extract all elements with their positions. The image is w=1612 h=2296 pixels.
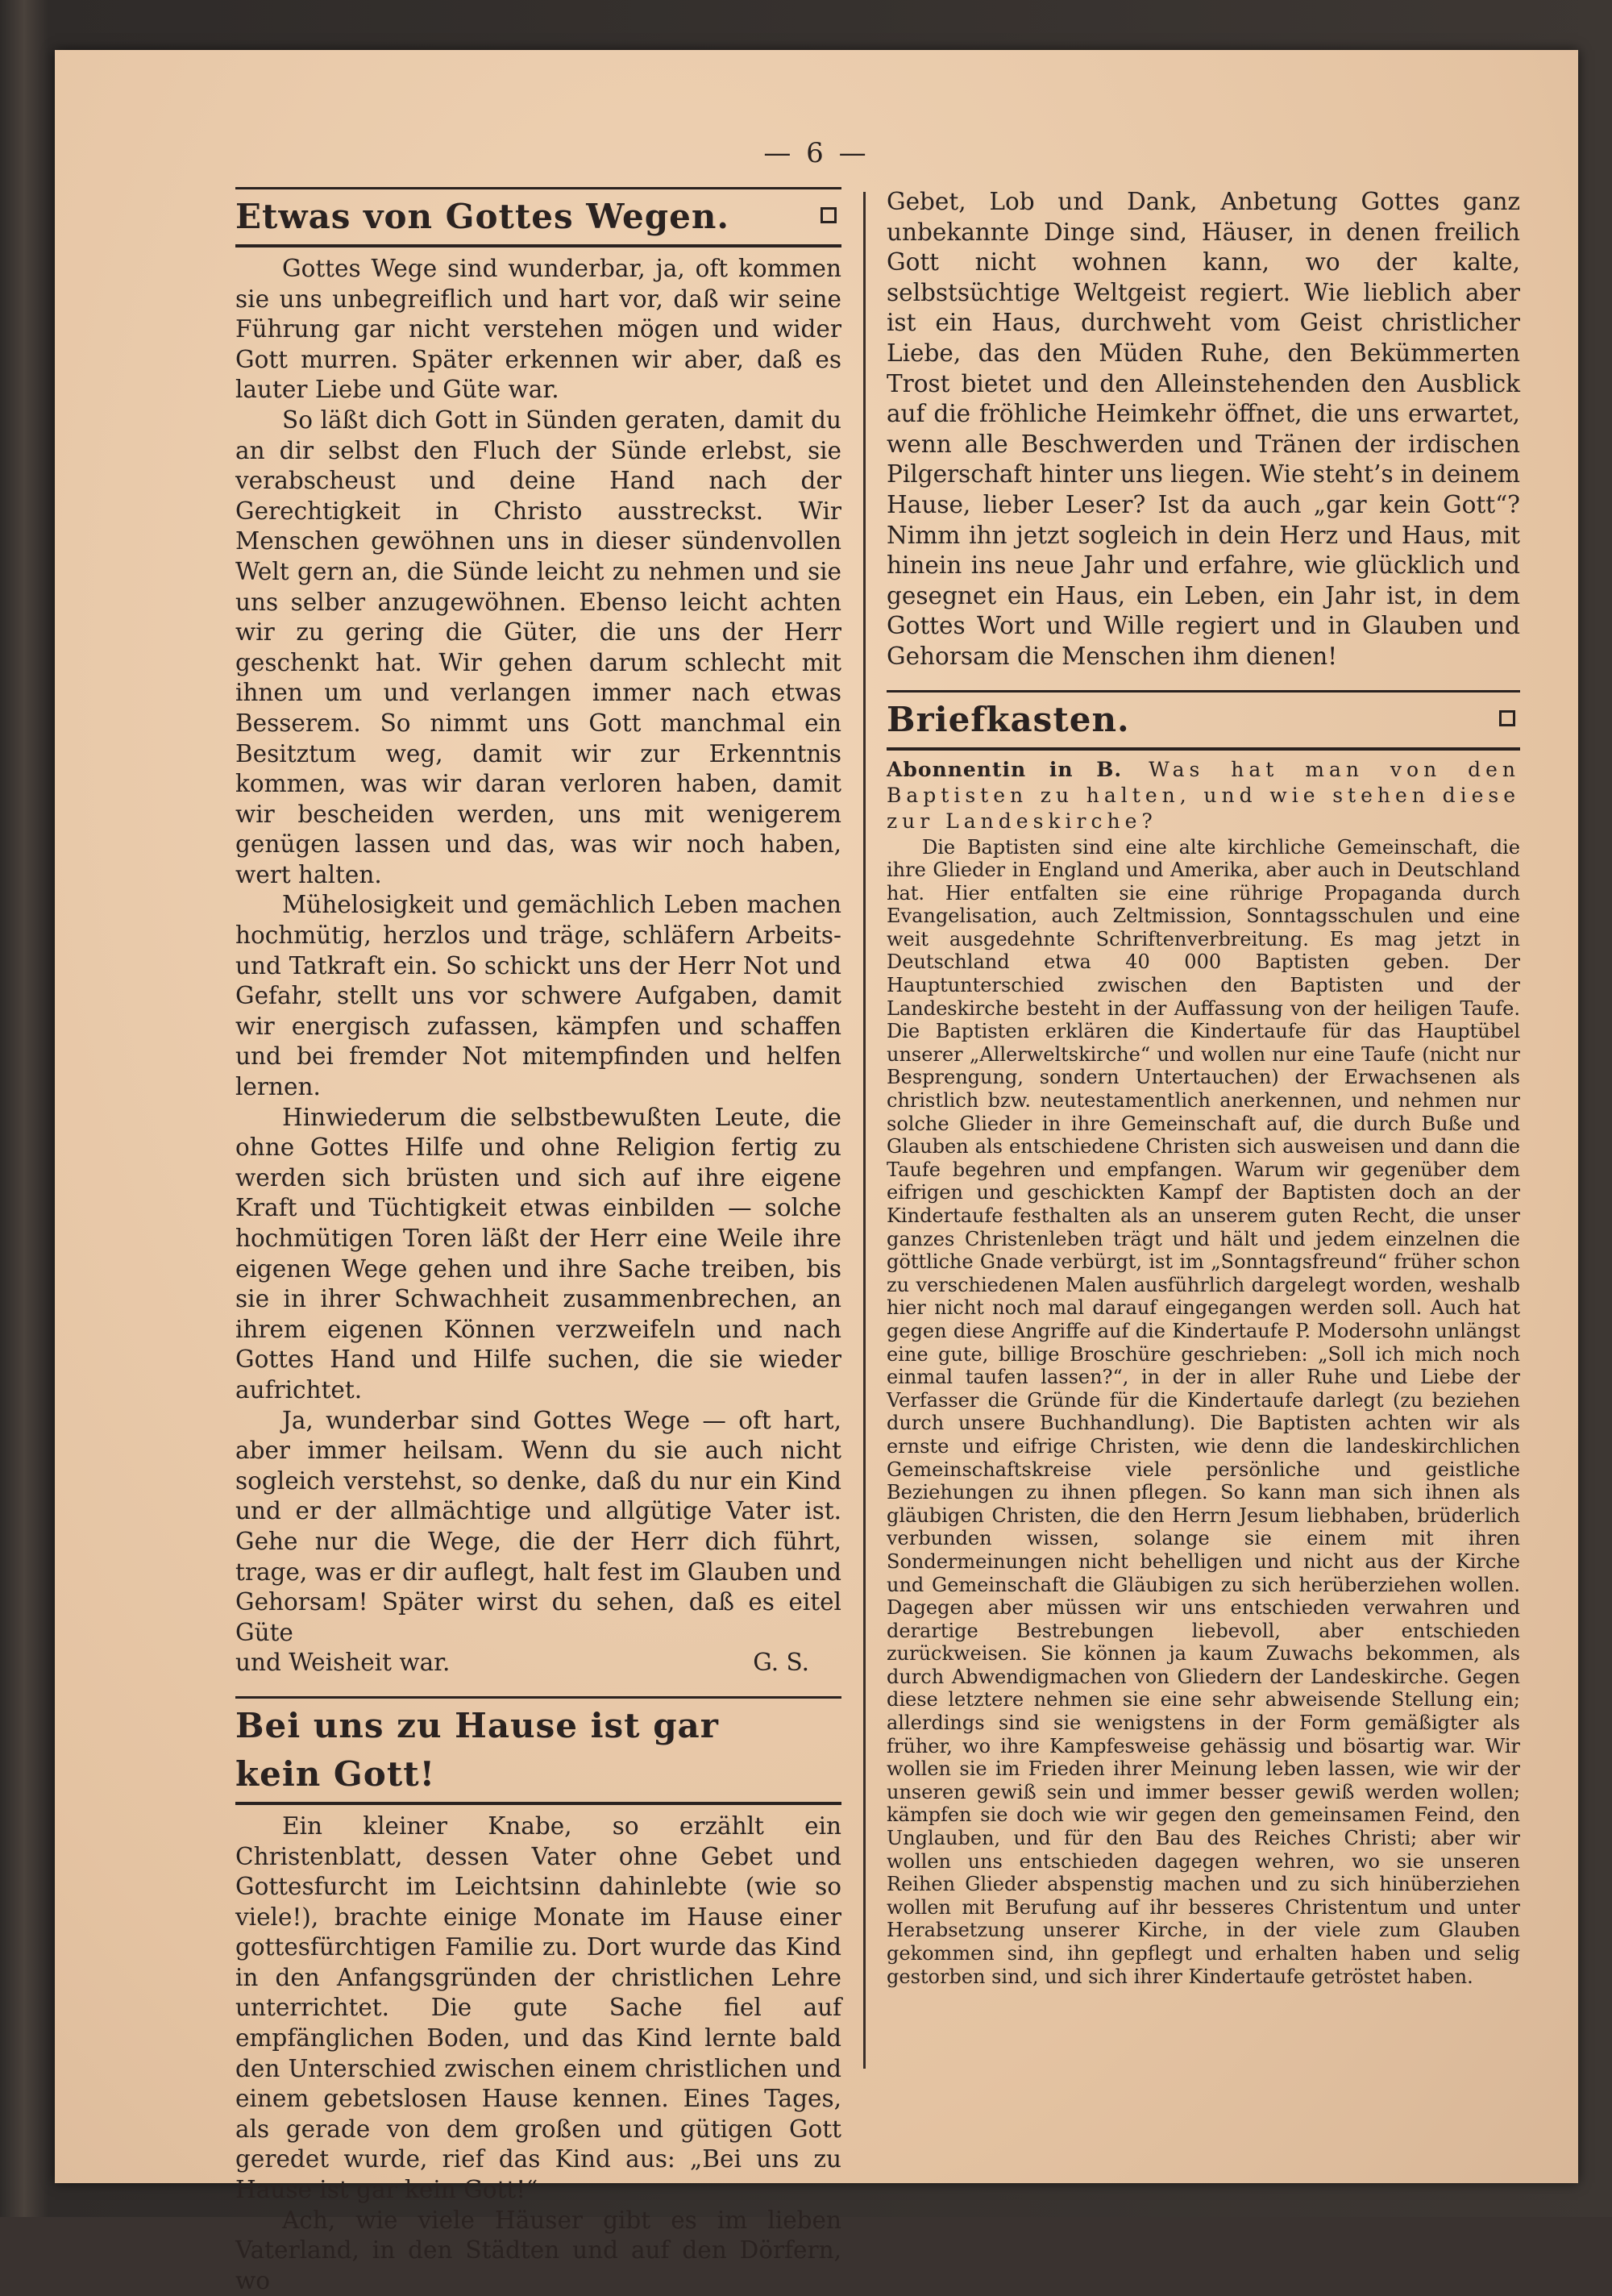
section-spacer — [887, 672, 1520, 690]
article2-paragraph-1: Ein kleiner Knabe, so erzählt ein Christenblatt, dessen Vater ohne Gebet und Gottesfurcht im Leichtsinn dahinlebte (wie so viele!), brachte einige Monate im Hause einer gottesfürchtigen Familie zu. Dort wurde das Kind in den Anfangsgründen der christlichen Lehre unterrichtet. Die gute Sache fiel auf empfänglichen Boden, und das Kind lernte bald den Unterschied zwischen einem christlichen und einem gebetslosen Hause kennen. Eines Tages, als gerade von dem großen und gütigen Gott geredet wurde, rief das Kind aus: „Bei uns zu Hause ist gar kein Gott!“ — [235, 1811, 841, 2204]
square-ornament-icon — [1499, 710, 1515, 726]
right-column — [887, 187, 1520, 1988]
article1-signature: G. S. — [753, 1649, 809, 1677]
article1-title: Etwas von Gottes Wegen. — [235, 197, 730, 236]
page-number: — 6 — — [763, 137, 870, 169]
article1-header — [235, 187, 841, 247]
article1-paragraph-2: So läßt dich Gott in Sünden geraten, damit du an dir selbst den Fluch der Sünde erlebst, sie verabscheust und deine Hand nach der Gerechtigkeit in Christo ausstreckst. Wir Menschen gewöhnen uns in dieser sündenvollen Welt gern an, die Sünde leicht zu nehmen und sie uns selber anzugewöhnen. Ebenso leicht achten wir zu gering die Güter, die uns der Herr geschenkt hat. Wir gehen darum schlecht mit ihnen um und verlangen immer nach etwas Besserem. So nimmt uns Gott manchmal ein Besitztum weg, damit wir zur Erkenntnis kommen, was wir daran verloren haben, damit wir bescheiden werden, uns mit wenigerem genügen lassen und das, was wir noch haben, wert halten. — [235, 406, 841, 888]
article2-title: Bei uns zu Hause ist gar kein Gott! — [235, 1705, 719, 1794]
newspaper-page — [55, 50, 1578, 2294]
article1-closing-text: und Weisheit war. — [235, 1649, 451, 1677]
briefkasten-addressee: Abonnentin in B. — [887, 757, 1123, 781]
article2-continuation: Gebet, Lob und Dank, Anbetung Gottes ganz unbekannte Dinge sind, Häuser, in denen freilich Gott nicht wohnen kann, wo der kalte, selbstsüchtige Weltgeist regiert. Wie lieblich aber ist ein Haus, durchweht vom Geist christlicher Liebe, das den Müden Ruhe, den Bekümmerten Trost bietet und den Alleinstehenden den Ausblick auf die fröhliche Heimkehr öffnet, die uns erwartet, wenn alle Beschwerden und Tränen der irdischen Pilgerschaft hinter uns liegen. Wie steht’s in deinem Hause, lieber Leser? Ist da auch „gar kein Gott“? Nimm ihn jetzt sogleich in dein Herz und Haus, mit hinein ins neue Jahr und erfahre, wie glücklich und gesegnet ein Haus, ein Leben, ein Jahr ist, in dem Gottes Wort und Wille regiert und in Glauben und Gehorsam die Menschen ihm dienen! — [887, 188, 1521, 670]
briefkasten-header — [887, 690, 1520, 751]
article1-paragraph-3: Mühelosigkeit und gemächlich Leben machen hochmütig, herzlos und träge, schläfern Arbeits- und Tatkraft ein. So schickt uns der Herr Not und Gefahr, stellt uns vor schwere Aufgaben, damit wir energisch zufassen, kämpfen und schaffen und bei fremder Not mitempfinden und helfen lernen. — [235, 891, 841, 1101]
article2-paragraph-2: Ach, wie viele Häuser gibt es im lieben Vaterland, in den Städten und auf den Dörfern, wo — [235, 2206, 841, 2294]
article1-paragraph-4: Hinwiederum die selbstbewußten Leute, die ohne Gottes Hilfe und ohne Religion fertig zu werden sich brüsten und sich auf ihre eigene Kraft und Tüchtigkeit etwas einbilden — solche hochmütigen Toren läßt der Herr eine Weile ihre eigenen Wege gehen und ihre Sache treiben, bis sie in ihrer Schwachheit zusammenbrechen, an ihrem eigenen Können verzweifeln und nach Gottes Hand und Hilfe suchen, die sie wieder aufrichtet. — [235, 1103, 841, 1404]
left-column — [235, 187, 841, 2296]
article1-paragraph-1: Gottes Wege sind wunderbar, ja, oft kommen sie uns unbegreiflich und hart vor, daß wir seine Führung gar nicht verstehen mögen und wider Gott murren. Später erkennen wir aber, daß es lauter Liebe und Güte war. — [235, 255, 841, 404]
column-divider — [863, 192, 866, 2069]
article1-closing-line — [235, 1648, 841, 1678]
article1-paragraph-5: Ja, wunderbar sind Gottes Wege — oft hart, aber immer heilsam. Wenn du sie auch nicht sogleich verstehst, so denke, daß du nur ein Kind und er der allmächtige und allgütige Vater ist. Gehe nur die Wege, die der Herr dich führt, trage, was er dir auflegt, halt fest im Glauben und Gehorsam! Später wirst du sehen, daß es eitel Güte — [235, 1406, 841, 1646]
briefkasten-question-block — [887, 757, 1520, 834]
briefkasten-title: Briefkasten. — [887, 699, 1130, 739]
briefkasten-answer: Die Baptisten sind eine alte kirchliche Gemeinschaft, die ihre Glieder in England und Amerika, aber auch in Deutschland hat. Hier entfalten sie eine rührige Propaganda durch Evangelisation, auch Zeltmission, Sonntagsschulen und eine weit ausgedehnte Schriftenverbreitung. Es mag jetzt in Deutschland etwa 40 000 Baptisten geben. Der Hauptunterschied zwischen den Baptisten und der Landeskirche besteht in der Auffassung von der heiligen Taufe. Die Baptisten erklären die Kindertaufe für das Hauptübel unserer „Allerweltskirche“ und wollen nur eine Taufe (nicht nur Besprengung, sondern Untertauchen) der Erwachsenen als christlich bzw. neutestamentlich anerkennen, und nehmen nur solche Glieder in ihre Gemeinschaft auf, die durch Buße und Glauben als entschiedene Christen sich ausweisen und dann die Taufe begehren und empfangen. Warum wir gegenüber dem eifrigen und geschickten Kampf der Baptisten doch an der Kindertaufe festhalten als an unserem guten Recht, die unser ganzes Christenleben trägt und hält und jedem einzelnen die göttliche Gnade verbürgt, ist im „Sonntagsfreund“ früher schon zu verschiedenen Malen ausführlich dargelegt worden, weshalb hier nicht noch mal darauf eingegangen werden soll. Auch hat gegen diese Angriffe auf die Kindertaufe P. Modersohn unlängst eine gute, billige Broschüre geschrieben: „Soll ich mich noch einmal taufen lassen?“, in der in aller Ruhe und Liebe der Verfasser die Gründe für die Kindertaufe darlegt (zu beziehen durch unsere Buchhandlung). Die Baptisten achten wir als ernste und eifrige Christen, wie denn die landeskirchlichen Gemeinschaftskreise viele persönliche und geistliche Beziehungen zu ihnen pflegen. So kann man sich ihnen als gläubigen Christen, die den Herrn Jesum liebhaben, brüderlich verbunden wissen, solange sie einem mit ihren Sondermeinungen nicht behelligen und nicht aus der Kirche und Gemeinschaft die Gläubigen zu sich herüberziehen wollen. Dagegen aber müssen wir uns entschieden verwahren und derartige Bestrebungen liebevoll, aber entschieden zurückweisen. Sie können ja kaum Zuwachs bekommen, als durch Abwendigmachen von Gliedern der Landeskirche. Gegen diese letztere nehmen sie eine sehr abweisende Stellung ein; allerdings sind sie wenigstens in der Form gemäßigter als früher, wo ihre Kampfesweise gehässig und bösartig war. Wir wollen sie im Frieden ihrer Meinung leben lassen, wie wir der unseren gewiß sein und immer besser gewiß werden wollen; kämpfen sie doch wie wir gegen den gemeinsamen Feind, den Unglauben, und für den Bau des Reiches Christi; aber wir wollen uns entschieden dagegen wehren, wo sie unseren Reihen Glieder abspenstig machen und zu sich hinüberziehen wollen mit Berufung auf ihr besseres Christentum und unter Herabsetzung unserer Kirche, in der viele zum Glauben gekommen sind, ihn gepflegt und erhalten haben und selig gestorben sind, und sich ihrer Kindertaufe getröstet haben. — [887, 835, 1520, 1988]
article2-header — [235, 1696, 841, 1805]
briefkasten-question: Was hat man von den Baptisten zu halten, und wie stehen diese zur Landeskirche? — [887, 757, 1521, 833]
square-ornament-icon — [821, 207, 837, 223]
